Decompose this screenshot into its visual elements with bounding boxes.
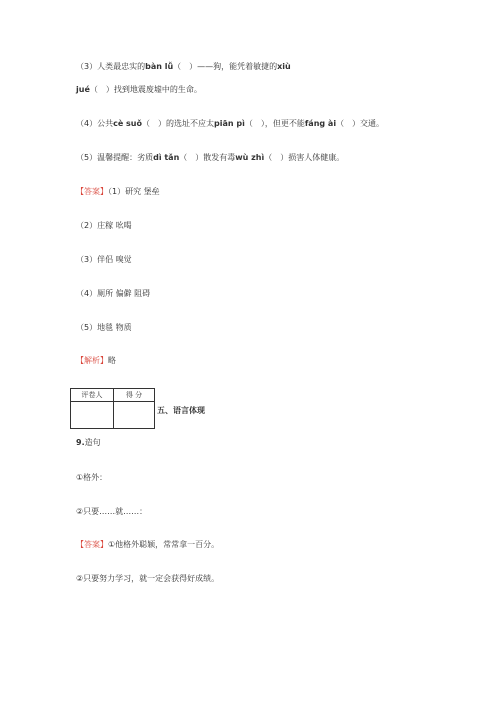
answer-line-1: 【答案】（1）研究 堡垒 bbox=[76, 187, 160, 196]
score-table bbox=[70, 388, 155, 429]
score-table-score-header: 得 分 bbox=[114, 389, 155, 402]
answer-tag: 【答案】 bbox=[76, 187, 108, 196]
analysis-line: 【解析】略 bbox=[76, 356, 116, 365]
score-table-grader-header: 评卷人 bbox=[71, 389, 114, 402]
question-5: （5）温馨提醒：劣质dì tǎn（ ）散发有毒wù zhì（ ）损害人体健康。 bbox=[76, 153, 345, 162]
analysis-tag: 【解析】 bbox=[76, 356, 108, 365]
question-9-answer-2: ②只要努力学习，就一定会获得好成绩。 bbox=[76, 574, 220, 583]
question-3-line-1: （3）人类最忠实的bàn lǚ（ ）——狗，能凭着敏捷的xiù bbox=[76, 62, 291, 71]
question-3-line-2: jué（ ）找到地震废墟中的生命。 bbox=[76, 85, 202, 94]
answer-line-4: （4）厕所 偏僻 阻碍 bbox=[76, 289, 151, 298]
score-table-score-cell bbox=[114, 402, 155, 429]
question-4: （4）公共cè suǒ（ ）的选址不应太piān pì（ ），但更不能fáng ài（ ）交通。 bbox=[76, 119, 385, 128]
section-title: 五、语言体现 bbox=[157, 406, 205, 415]
question-9-prompt-1: ①格外： bbox=[76, 473, 108, 482]
question-9-heading: 9.造句 bbox=[76, 438, 101, 447]
score-table-grader-cell bbox=[71, 402, 114, 429]
answer-line-5: （5）地毯 物质 bbox=[76, 323, 132, 332]
answer-line-2: （2）庄稼 吆喝 bbox=[76, 221, 132, 230]
question-9-prompt-2: ②只要……就……： bbox=[76, 507, 148, 516]
answer-line-3: （3）伴侣 嗅觉 bbox=[76, 255, 132, 264]
question-9-answer-tag: 【答案】 bbox=[76, 540, 108, 549]
question-9-answer-1: 【答案】①他格外聪颖，常常拿一百分。 bbox=[76, 540, 220, 549]
